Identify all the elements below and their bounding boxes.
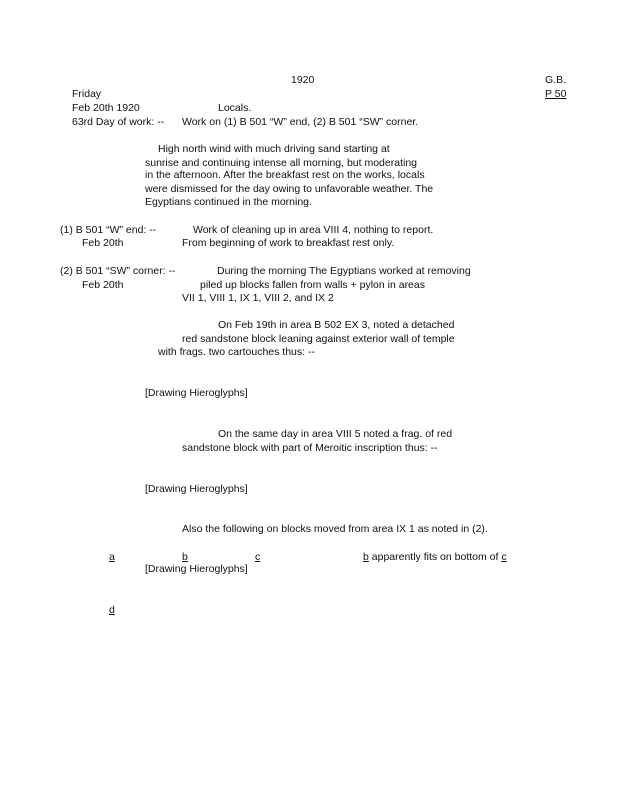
fit-note <box>363 550 507 564</box>
entry1-date: Feb 20th <box>82 237 124 249</box>
drawing-placeholder: [Drawing Hieroglyphs] <box>145 387 248 399</box>
entry2-line: During the morning The Egyptians worked at removing <box>217 265 471 277</box>
weather-line: sunrise and continuing intense all morning, but moderating <box>145 157 418 169</box>
weather-line: in the afternoon. After the breakfast rest on the works, locals <box>145 169 425 181</box>
note1-line: On Feb 19th in area B 502 EX 3, noted a detached <box>218 319 455 331</box>
note1-line: with frags. two cartouches thus: -- <box>158 346 315 358</box>
entry1-label: (1) B 501 “W” end: -- <box>60 224 157 236</box>
fit-text: apparently fits on bottom of <box>368 551 502 563</box>
work-on: Work on (1) B 501 “W” end, (2) B 501 “SW” corner. <box>182 116 419 128</box>
initials: G.B. <box>545 74 567 86</box>
entry1-line: Work of cleaning up in area VIII 4, nothing to report. <box>193 224 434 236</box>
drawing-placeholder: [Drawing Hieroglyphs] <box>145 483 248 495</box>
entry1-line: From beginning of work to breakfast rest only. <box>182 237 395 249</box>
year: 1920 <box>291 74 315 86</box>
label-b: b <box>182 551 188 563</box>
weekday: Friday <box>72 88 102 100</box>
label-a: a <box>109 551 115 563</box>
note2-line: sandstone block with part of Meroitic inscription thus: -- <box>182 442 438 454</box>
note3: Also the following on blocks moved from area IX 1 as noted in (2). <box>182 523 488 535</box>
entry2-line: piled up blocks fallen from walls + pylon in areas <box>200 279 425 291</box>
label-d: d <box>109 604 115 616</box>
entry2-line: VII 1, VIII 1, IX 1, VIII 2, and IX 2 <box>182 292 334 304</box>
fit-label-b: b <box>363 551 369 563</box>
entry-date: Feb 20th 1920 <box>72 102 140 114</box>
label-c: c <box>255 551 261 563</box>
weather-line: High north wind with much driving sand starting at <box>158 143 390 155</box>
entry2-date: Feb 20th <box>82 279 124 291</box>
weather-line: were dismissed for the day owing to unfavorable weather. The <box>145 183 434 195</box>
day-of-work: 63rd Day of work: -- <box>72 116 165 128</box>
workers: Locals. <box>218 102 252 114</box>
note2-line: On the same day in area VIII 5 noted a frag. of red <box>218 428 453 440</box>
page-reference: P 50 <box>545 88 567 100</box>
entry2-label: (2) B 501 “SW” corner: -- <box>60 265 176 277</box>
fit-label-c: c <box>501 551 507 563</box>
drawing-placeholder: [Drawing Hieroglyphs] <box>145 563 248 575</box>
weather-line: Egyptians continued in the morning. <box>145 196 312 208</box>
note1-line: red sandstone block leaning against exterior wall of temple <box>182 333 455 345</box>
